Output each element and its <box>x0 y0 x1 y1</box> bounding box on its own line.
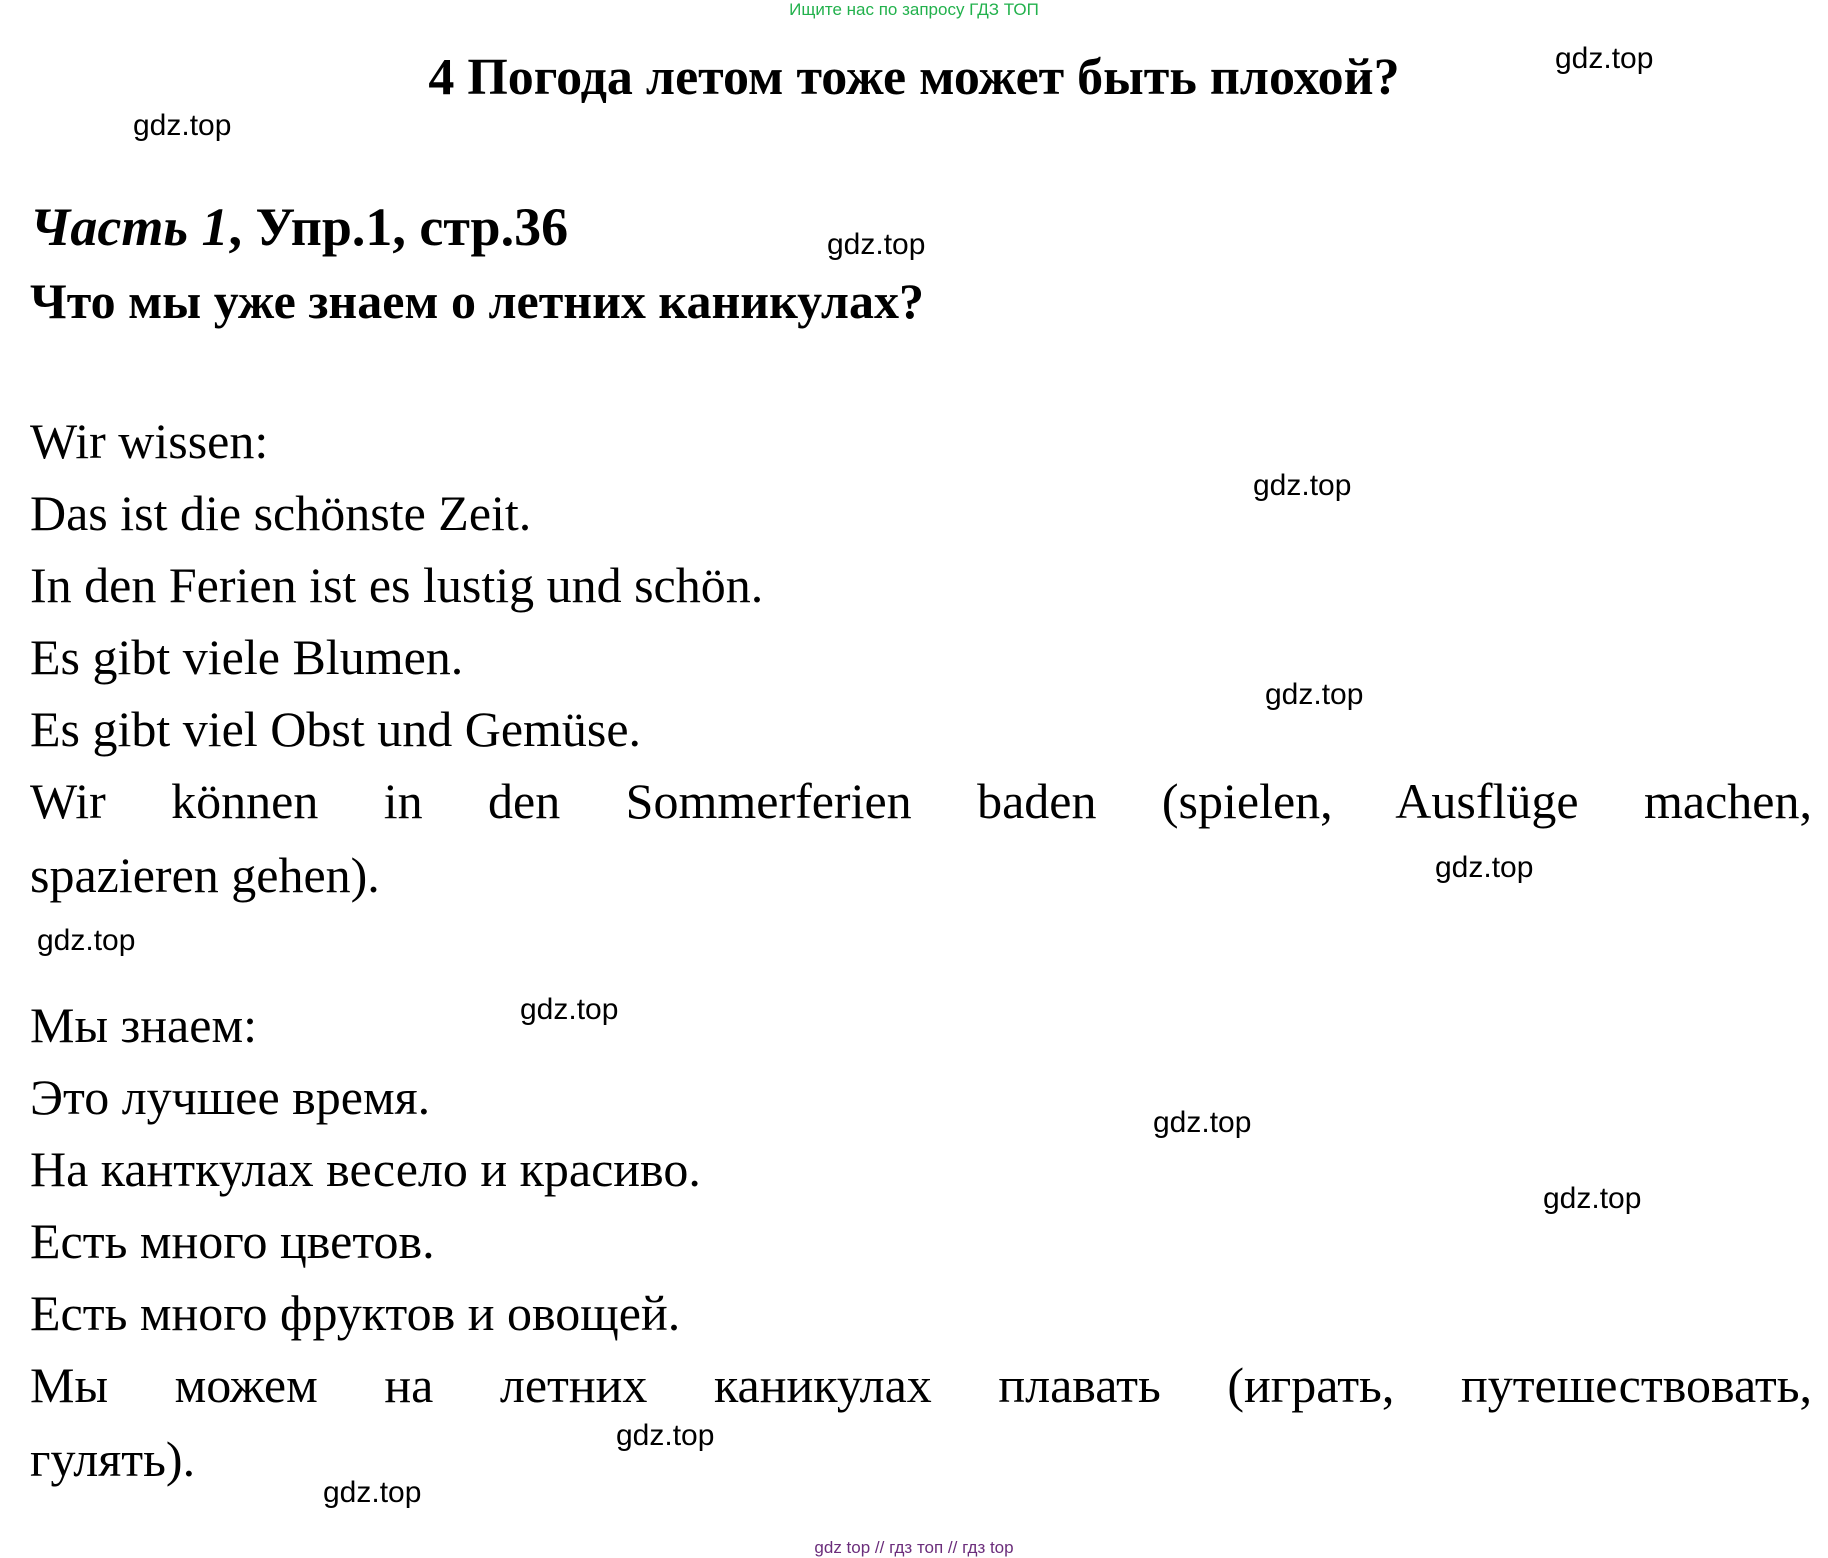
german-line-4: Es gibt viel Obst und Gemüse. <box>30 701 642 757</box>
russian-line-5: Мы можем на летних каникулах плавать (играть, путешествовать, <box>30 1357 1812 1413</box>
watermark: gdz.top <box>520 993 619 1026</box>
exercise-reference: , Упр.1, стр.36 <box>228 197 569 257</box>
russian-line-1: Это лучшее время. <box>30 1069 431 1125</box>
russian-intro: Мы знаем: <box>30 997 257 1053</box>
watermark: gdz.top <box>37 924 136 957</box>
watermark: gdz.top <box>827 228 926 261</box>
part-label: Часть 1 <box>30 197 229 257</box>
german-line-6: spazieren gehen). <box>30 847 380 903</box>
watermark: gdz.top <box>1153 1106 1252 1139</box>
watermark: gdz.top <box>1265 678 1364 711</box>
russian-line-3: Есть много цветов. <box>30 1213 435 1269</box>
russian-line-4: Есть много фруктов и овощей. <box>30 1285 681 1341</box>
watermark: gdz.top <box>133 109 232 142</box>
russian-line-2: На канткулах весело и красиво. <box>30 1141 701 1197</box>
page-title: 4 Погода летом тоже может быть плохой? <box>428 49 1400 106</box>
watermark: gdz.top <box>1555 42 1654 75</box>
german-line-2: In den Ferien ist es lustig und schön. <box>30 557 764 613</box>
watermark: gdz.top <box>1543 1182 1642 1215</box>
exercise-heading <box>30 196 568 258</box>
german-line-1: Das ist die schönste Zeit. <box>30 485 532 541</box>
watermark: gdz.top <box>1253 469 1352 502</box>
footer-links: gdz top // гдз топ // гдз top <box>814 1538 1014 1557</box>
german-intro: Wir wissen: <box>30 413 269 469</box>
exercise-question: Что мы уже знаем о летних каникулах? <box>30 273 924 329</box>
watermark: gdz.top <box>616 1419 715 1452</box>
watermark: gdz.top <box>1435 851 1534 884</box>
top-banner: Ищите нас по запросу ГДЗ ТОП <box>789 0 1039 19</box>
german-line-5: Wir können in den Sommerferien baden (spielen, Ausflüge machen, <box>30 773 1812 829</box>
german-line-3: Es gibt viele Blumen. <box>30 629 464 685</box>
watermark: gdz.top <box>323 1476 422 1509</box>
russian-line-6: гулять). <box>30 1431 196 1487</box>
